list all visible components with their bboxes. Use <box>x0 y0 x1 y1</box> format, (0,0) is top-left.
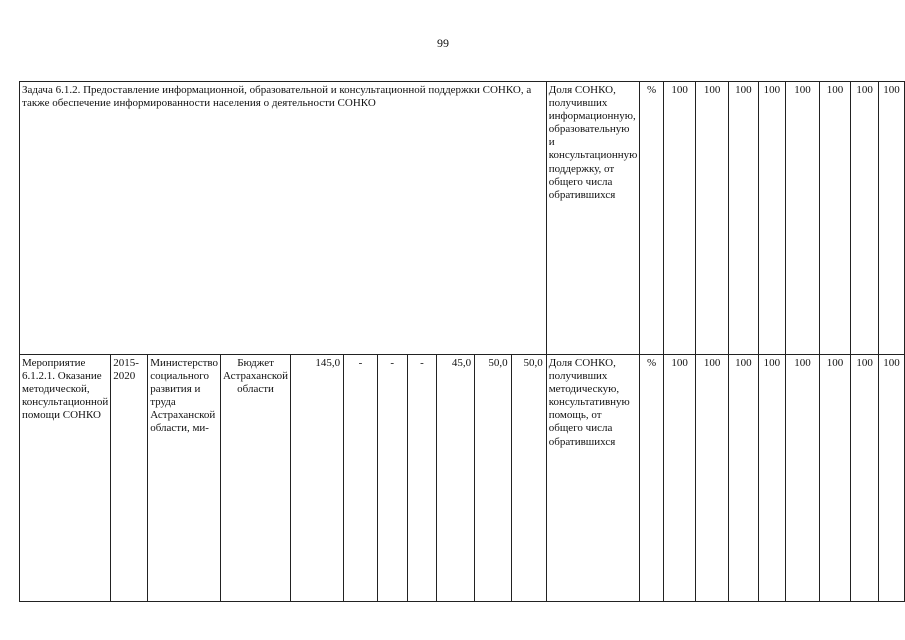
measure-year-value: 45,0 <box>437 355 475 602</box>
task-value: 100 <box>758 82 785 355</box>
measure-value: 100 <box>819 355 850 602</box>
task-value: 100 <box>819 82 850 355</box>
task-value: 100 <box>851 82 879 355</box>
measure-value: 100 <box>851 355 879 602</box>
measure-value: 100 <box>758 355 785 602</box>
measure-value: 100 <box>663 355 696 602</box>
measure-period: 2015-2020 <box>111 355 148 602</box>
measure-total: 145,0 <box>291 355 344 602</box>
task-value: 100 <box>879 82 905 355</box>
measure-source: Бюджет Астраханской области <box>221 355 291 602</box>
measure-value: 100 <box>728 355 758 602</box>
measure-unit: % <box>640 355 663 602</box>
task-title: Задача 6.1.2. Предоставление информационной, образовательной и консультационной поддержки СОНКО, а также обеспечение информированности населения о деятельности СОНКО <box>20 82 547 355</box>
measure-year-value: 50,0 <box>475 355 511 602</box>
measure-row <box>20 355 905 602</box>
task-unit: % <box>640 82 663 355</box>
measure-value: 100 <box>786 355 820 602</box>
measure-value: 100 <box>879 355 905 602</box>
task-value: 100 <box>663 82 696 355</box>
measure-year-value: 50,0 <box>511 355 546 602</box>
measure-year-value: - <box>344 355 378 602</box>
task-value: 100 <box>728 82 758 355</box>
measure-name: Мероприятие 6.1.2.1. Оказание методической, консультационной помощи СОНКО <box>20 355 111 602</box>
measure-executor: Министерство социального развития и труда Астраханской области, ми- <box>148 355 221 602</box>
page-number: 99 <box>437 36 449 50</box>
program-table <box>19 81 905 602</box>
measure-value: 100 <box>696 355 729 602</box>
task-indicator: Доля СОНКО, получивших информационную, образовательную и консультационную поддержку, от общего числа обратившихся <box>546 82 640 355</box>
task-row <box>20 82 905 355</box>
task-value: 100 <box>696 82 729 355</box>
measure-year-value: - <box>377 355 407 602</box>
task-value: 100 <box>786 82 820 355</box>
measure-year-value: - <box>407 355 437 602</box>
measure-indicator: Доля СОНКО, получивших методическую, консультативную помощь, от общего числа обратившихся <box>546 355 640 602</box>
